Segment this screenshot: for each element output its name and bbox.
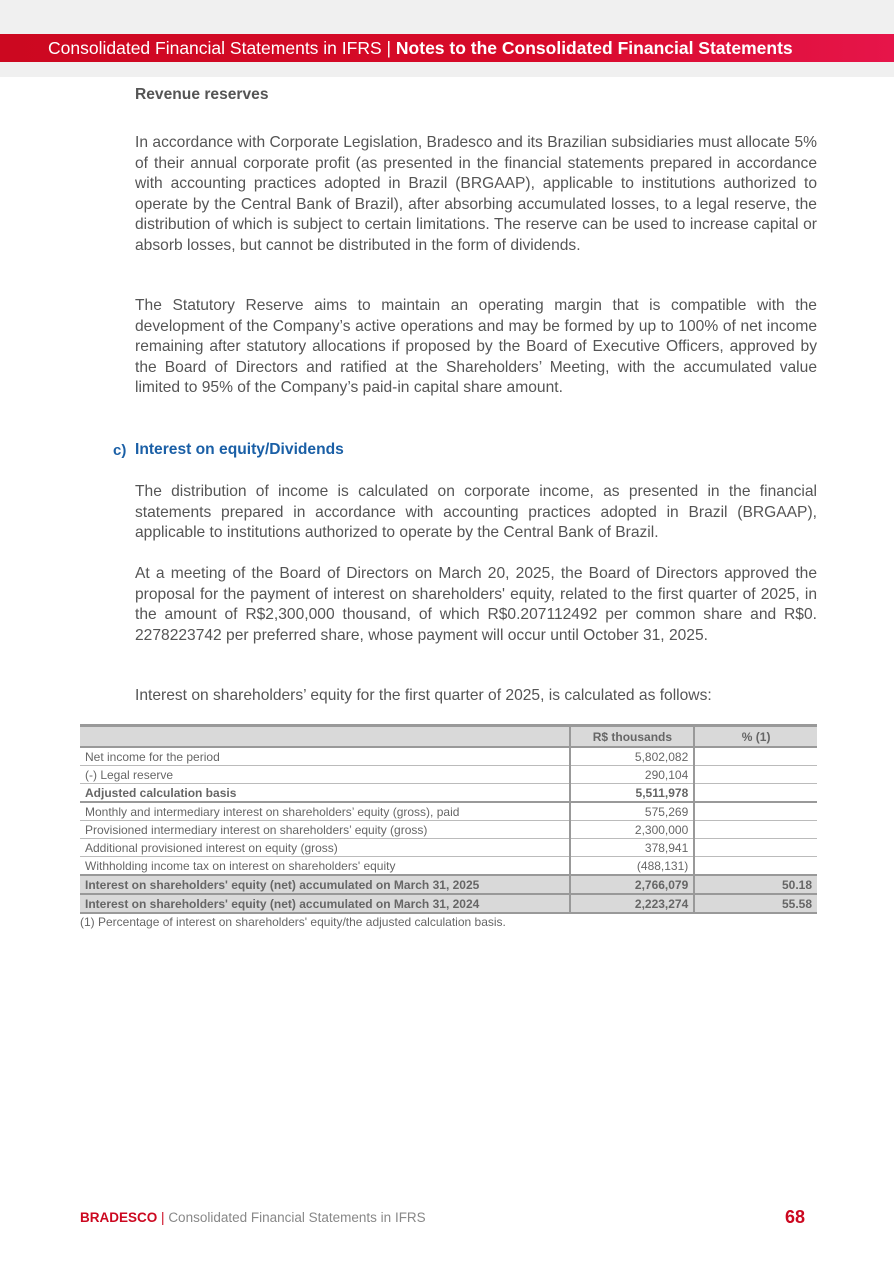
page-number: 68 bbox=[785, 1207, 806, 1227]
revenue-reserves-paragraph-1: In accordance with Corporate Legislation, Bradesco and its Brazilian subsidiaries must allocate 5% of their annual corporate profit (as presented in the financial statements prepared in accordance with accounting practices adopted in Brazil (BRGAAP), applicable to institutions authorized to operate by the Central Bank of Brazil), after absorbing accumulated losses, to a legal reserve, the distribution of which is subject to certain limitations. The reserve can be used to increase capital or absorb losses, but cannot be distributed in the form of dividends. bbox=[135, 134, 817, 254]
table-row bbox=[80, 766, 817, 784]
row-percent: 55.58 bbox=[694, 894, 817, 913]
row-percent bbox=[694, 857, 817, 876]
section-c-heading: Interest on equity/Dividends bbox=[135, 441, 344, 458]
row-label: Interest on shareholders' equity (net) accumulated on March 31, 2025 bbox=[80, 875, 570, 894]
row-label: Provisioned intermediary interest on shareholders’ equity (gross) bbox=[80, 821, 570, 839]
row-label: Net income for the period bbox=[80, 747, 570, 766]
table-row bbox=[80, 839, 817, 857]
row-value: 2,223,274 bbox=[570, 894, 694, 913]
table-header-row bbox=[80, 726, 817, 748]
row-label: (-) Legal reserve bbox=[80, 766, 570, 784]
revenue-reserves-heading: Revenue reserves bbox=[135, 86, 269, 103]
revenue-reserves-paragraph-2: The Statutory Reserve aims to maintain an operating margin that is compatible with the development of the Company’s active operations and may be formed by up to 100% of net income remaining after statutory allocations if proposed by the Board of Executive Officers, approved by the Board of Directors and ratified at the Shareholders’ Meeting, with the accumulated value limited to 95% of the Company’s paid-in capital share amount. bbox=[135, 297, 817, 396]
row-percent bbox=[694, 802, 817, 821]
table-header-percent: % (1) bbox=[694, 726, 817, 748]
row-label: Interest on shareholders' equity (net) accumulated on March 31, 2024 bbox=[80, 894, 570, 913]
header-doc-title: Consolidated Financial Statements in IFRS bbox=[48, 38, 382, 58]
row-value: 290,104 bbox=[570, 766, 694, 784]
header-section-title: Notes to the Consolidated Financial Statements bbox=[395, 38, 793, 58]
header-banner bbox=[0, 34, 894, 62]
row-value: 2,766,079 bbox=[570, 875, 694, 894]
section-c-paragraph-1: The distribution of income is calculated on corporate income, as presented in the financial statements prepared in accordance with accounting practices adopted in Brazil (BRGAAP), applicable to institutions authorized to operate by the Central Bank of Brazil. bbox=[135, 483, 817, 541]
row-label: Withholding income tax on interest on shareholders' equity bbox=[80, 857, 570, 876]
table-row bbox=[80, 784, 817, 803]
row-percent: 50.18 bbox=[694, 875, 817, 894]
row-value: 2,300,000 bbox=[570, 821, 694, 839]
table-row bbox=[80, 894, 817, 913]
row-value: 5,802,082 bbox=[570, 747, 694, 766]
table-header-value: R$ thousands bbox=[570, 726, 694, 748]
section-c-paragraph-3: Interest on shareholders’ equity for the first quarter of 2025, is calculated as follows: bbox=[135, 687, 712, 704]
row-percent bbox=[694, 784, 817, 803]
row-percent bbox=[694, 747, 817, 766]
table-row bbox=[80, 875, 817, 894]
row-percent bbox=[694, 766, 817, 784]
table-row bbox=[80, 802, 817, 821]
row-value: 5,511,978 bbox=[570, 784, 694, 803]
table-header-label bbox=[80, 726, 570, 748]
table-footnote: (1) Percentage of interest on shareholders' equity/the adjusted calculation basis. bbox=[80, 915, 506, 929]
section-c-label: c) bbox=[113, 442, 127, 459]
header-separator: | bbox=[381, 38, 396, 58]
footer-brand: BRADESCO bbox=[80, 1210, 158, 1225]
row-percent bbox=[694, 839, 817, 857]
table-row bbox=[80, 821, 817, 839]
section-c-paragraph-2: At a meeting of the Board of Directors on March 20, 2025, the Board of Directors approved the proposal for the payment of interest on shareholders' equity, related to the first quarter of 2025, in the amount of R$2,300,000 thousand, of which R$0.207112492 per common share and R$0. 2278223742 per preferred share, whose payment will occur until October 31, 2025. bbox=[135, 565, 817, 644]
row-label: Adjusted calculation basis bbox=[80, 784, 570, 803]
row-label: Monthly and intermediary interest on shareholders’ equity (gross), paid bbox=[80, 802, 570, 821]
interest-on-equity-table bbox=[80, 724, 817, 914]
row-percent bbox=[694, 821, 817, 839]
page-footer bbox=[80, 1210, 426, 1225]
row-value: 575,269 bbox=[570, 802, 694, 821]
footer-doc-title: Consolidated Financial Statements in IFRS bbox=[168, 1210, 426, 1225]
row-value: (488,131) bbox=[570, 857, 694, 876]
table-row bbox=[80, 747, 817, 766]
table-row bbox=[80, 857, 817, 876]
row-label: Additional provisioned interest on equity (gross) bbox=[80, 839, 570, 857]
footer-separator: | bbox=[161, 1210, 165, 1225]
row-value: 378,941 bbox=[570, 839, 694, 857]
